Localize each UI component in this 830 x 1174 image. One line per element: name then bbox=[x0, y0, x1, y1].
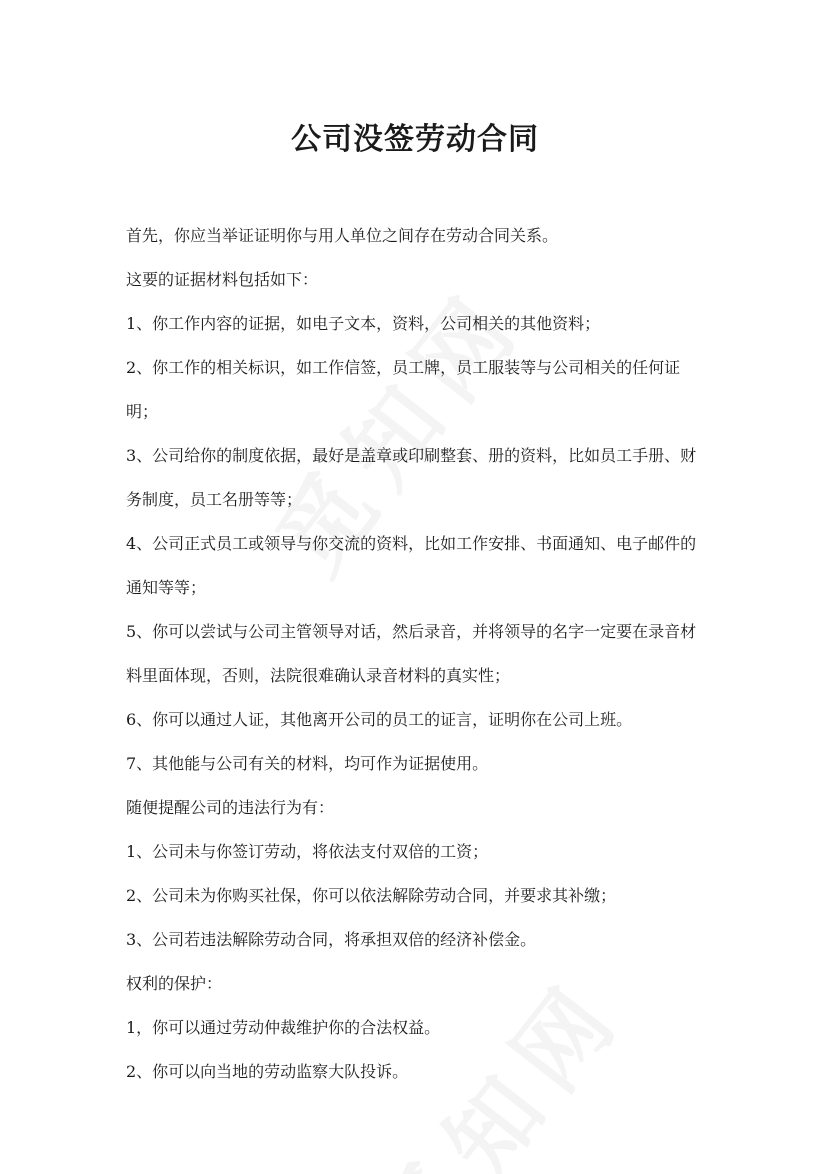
paragraph: 3、公司若违法解除劳动合同，将承担双倍的经济补偿金。 bbox=[126, 930, 537, 949]
paragraph: 6、你可以通过人证，其他离开公司的员工的证言，证明你在公司上班。 bbox=[126, 710, 633, 729]
paragraph: 2、公司未为你购买社保，你可以依法解除劳动合同，并要求其补缴； bbox=[126, 886, 617, 905]
paragraph: 权利的保护： bbox=[126, 974, 223, 993]
paragraph: 这要的证据材料包括如下： bbox=[126, 270, 319, 289]
paragraph: 5、你可以尝试与公司主管领导对话，然后录音，并将领导的名字一定要在录音材料里面体现，否则，法院很难确认录音材料的真实性； bbox=[126, 622, 697, 685]
paragraph: 4、公司正式员工或领导与你交流的资料，比如工作安排、书面通知、电子邮件的通知等等； bbox=[126, 534, 697, 597]
paragraph: 2、你工作的相关标识，如工作信签，员工牌，员工服装等与公司相关的任何证明； bbox=[126, 358, 681, 421]
document-title: 公司没签劳动合同 bbox=[291, 122, 539, 157]
paragraph: 1、公司未与你签订劳动，将依法支付双倍的工资； bbox=[126, 842, 489, 861]
paragraph: 1，你可以通过劳动仲裁维护你的合法权益。 bbox=[126, 1018, 441, 1037]
paragraph: 随便提醒公司的违法行为有： bbox=[126, 798, 335, 817]
paragraph: 7、其他能与公司有关的材料，均可作为证据使用。 bbox=[126, 754, 489, 773]
paragraph: 首先，你应当举证证明你与用人单位之间存在劳动合同关系。 bbox=[126, 226, 559, 245]
paragraph: 3、公司给你的制度依据，最好是盖章或印刷整套、册的资料，比如员工手册、财务制度，员工名册等等； bbox=[126, 446, 697, 509]
document-body bbox=[126, 214, 708, 1094]
paragraph: 1、你工作内容的证据，如电子文本，资料，公司相关的其他资料； bbox=[126, 314, 601, 333]
paragraph: 2、你可以向当地的劳动监察大队投诉。 bbox=[126, 1062, 409, 1081]
